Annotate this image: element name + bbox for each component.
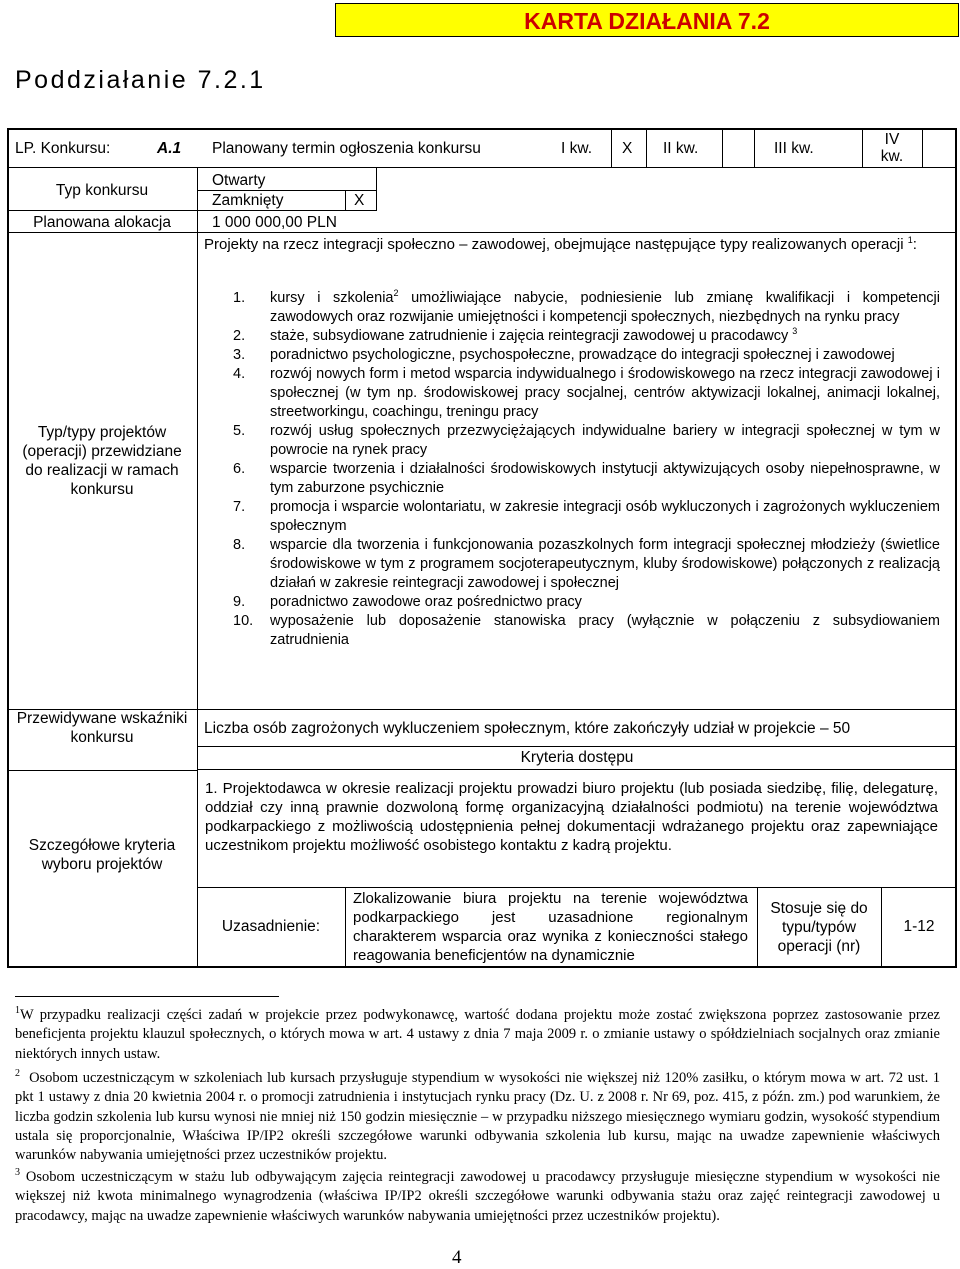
projekty-label: Typ/typy projektów (operacji) przewidziane do realizacji w ramach konkursu — [22, 424, 182, 498]
uzasadnienie-text: Zlokalizowanie biura projektu na terenie województwa podkarpackiego jest uzasadnione regionalnym charakterem wsparcia oraz wynika z konieczności stałego reagowania beneficjentów na dynamicznie — [353, 890, 748, 964]
cell-divider — [722, 128, 723, 167]
cell-divider — [754, 128, 755, 167]
quarter-3: III kw. — [774, 140, 814, 157]
list-item: 9. poradnictwo zawodowe oraz pośrednictwo pracy — [233, 594, 582, 610]
quarter-1: I kw. — [561, 140, 593, 157]
list-item: 8. wsparcie dla tworzenia i funkcjonowania pozaszkolnych form integracji społecznej młodzieży (świetlice środowiskowe w tym z programem socjoterapeutycznym, kluby środowiskowe) połączonych z realizacją działań w zakresie reintegracji zawodowej i społecznej — [233, 537, 940, 591]
quarter-4: IV kw. — [880, 131, 904, 165]
typ-konkursu-label: Typ konkursu — [55, 182, 149, 199]
alokacja-value: 1 000 000,00 PLN — [212, 214, 337, 231]
row-divider — [7, 210, 377, 211]
wskazniki-label: Przewidywane wskaźniki konkursu — [16, 710, 188, 746]
kryteria-text: 1. Projektodawca w okresie realizacji projektu prowadzi biuro projektu (lub posiada siedzibę, filię, delegaturę, oddział czy inną prawnie dozwoloną formę organizacyjną działalności podmiotu) na terenie województwa podkarpackiego z możliwością udostępnienia pełnej dokumentacji wdrażanego projektu oraz zapewniające uczestnikom projektu możliwość osobistego kontaktu z kadrą projektu. — [205, 780, 938, 854]
footnote-1: $^1$W przypadku realizacji części zadań w projekcie przez podwykonawcę, wartość dodana projektu może zostać zwiększona poprzez zastosowanie przez beneficjenta projektu klauzul społecznych, o których mowa w art. 4 ustawy z dnia 7 maja 2009 r. o zmianie ustawy o spółdzielniach socjalnych oraz zmianie niektórych innych ustaw. — [15, 1005, 940, 1062]
stosuje-value: 1-12 — [903, 918, 935, 935]
footnote-3: $^3$ Osobom uczestniczącym w stażu lub odbywającym zajęcia reintegracji zawodowej u pracodawcy przysługuje miesięczne stypendium w wysokości nie większej niż kwota minimalnego wynagrodzenia (właściwa IP/IP2 określi szczegółowe warunki odbywania stażu oraz zajęć reintegracji zawodowej u pracodawcy, mając na uwadze zapewnienie właściwych warunków nabywania umiejętności przez uczestników projektu). — [15, 1167, 940, 1224]
projekty-intro: Projekty na rzecz integracji społeczno – zawodowej, obejmujące następujące typy realizowanych operacji $^1$: — [204, 235, 917, 253]
card-title-banner: KARTA DZIAŁANIA 7.2 — [335, 3, 959, 37]
list-item: 7. promocja i wsparcie wolontariatu, w zakresie integracji osób wykluczonych i zagrożonych wykluczeniem społecznym — [233, 499, 940, 534]
wskazniki-value: Liczba osób zagrożonych wykluczeniem społecznym, które zakończyły udział w projekcie – 50 — [204, 720, 851, 737]
operation-types-list — [233, 289, 940, 650]
cell-divider — [611, 128, 612, 167]
list-item: 2. staże, subsydiowane zatrudnienie i zajęcia reintegracji zawodowej u pracodawcy $^3$ — [233, 326, 798, 344]
alokacja-label: Planowana alokacja — [33, 214, 171, 231]
row-divider — [197, 769, 957, 770]
list-item: 4. rozwój nowych form i metod wsparcia indywidualnego i środowiskowego na rzecz integracji zawodowej i społecznej (w tym np. środowiskowej pracy socjalnej, centrów aktywizacji lokalnej, animacji lokalnej, streetworkingu, coachingu, treningu pracy — [233, 366, 940, 420]
list-item: 10. wyposażenie lub doposażenie stanowiska pracy (wyłącznie w połączeniu z subsydiowaniem zatrudnienia — [233, 613, 940, 648]
lp-value: A.1 — [157, 140, 182, 157]
footnote-separator — [15, 996, 279, 997]
label-column-divider — [197, 167, 198, 967]
row-divider — [197, 887, 957, 888]
footnote-2: $^2$ Osobom uczestniczącym w szkoleniach lub kursach przysługuje stypendium w wysokości nie większej niż 120% zasiłku, o którym mowa w art. 72 ust. 1 pkt 1 ustawy z dnia 20 kwietnia 2004 r. o promocji zatrudnienia i instytucjach rynku pracy (Dz. U. z 2008 r. Nr 69, poz. 415, z późn. zm.) pod warunkiem, że liczba godzin szkolenia lub kursu wynosi nie mniej niż 150 godzin miesięcznie – w przypadku niższego miesięcznego wymiaru godzin, wysokość stypendium ustala się proporcjonalnie, Właściwa IP/IP2 określi szczegółowe warunki odbywania szkolenia lub kursu, mając na uwadze zapewnienie właściwych warunków nabywania umiejętności przez uczestników projektu. — [15, 1068, 941, 1164]
row-divider — [197, 746, 957, 747]
cell-divider — [862, 128, 863, 167]
page-number: 4 — [452, 1247, 462, 1268]
quarter-2: II kw. — [663, 140, 699, 157]
cell-divider — [757, 887, 758, 967]
subaction-title: Poddziałanie 7.2.1 — [15, 66, 266, 94]
list-item: 6. wsparcie tworzenia i działalności środowiskowych instytucji aktywizujących osoby niepełnosprawne, w tym zaburzone psychicznie — [233, 461, 940, 496]
cell-divider — [345, 887, 346, 967]
list-item: 3. poradnictwo psychologiczne, psychospołeczne, prowadzące do integracji społecznej i zawodowej — [233, 347, 895, 363]
cell-divider — [345, 190, 346, 210]
cell-divider — [922, 128, 923, 167]
cell-divider — [376, 167, 377, 210]
list-item: 5. rozwój usług społecznych przezwyciężających indywidualne bariery w integracji społecznej w tym w powrocie na rynek pracy — [233, 423, 940, 458]
otwarty-option: Otwarty — [212, 172, 266, 189]
stosuje-label: Stosuje się do typu/typów operacji (nr) — [770, 900, 868, 955]
zamkniety-option: Zamknięty — [212, 192, 284, 209]
row-divider — [7, 770, 197, 771]
termin-label: Planowany termin ogłoszenia konkursu — [212, 140, 481, 157]
zamkniety-mark: X — [354, 192, 365, 209]
row-divider — [7, 232, 957, 233]
kryteria-label: Szczegółowe kryteria wyboru projektów — [28, 837, 176, 873]
lp-label: LP. Konkursu: — [15, 140, 111, 157]
quarter-1-mark: X — [622, 140, 633, 157]
cell-divider — [646, 128, 647, 167]
kryteria-header: Kryteria dostępu — [520, 749, 634, 766]
uzasadnienie-label: Uzasadnienie: — [221, 918, 321, 935]
list-item: 1. kursy i szkolenia$^2$ umożliwiające nabycie, podniesienie lub zmianę kwalifikacji i kompetencji zawodowych oraz rozwijanie umiejętności i kompetencji społecznych, niezbędnych na rynku pracy — [233, 288, 941, 325]
row-divider — [7, 167, 957, 168]
